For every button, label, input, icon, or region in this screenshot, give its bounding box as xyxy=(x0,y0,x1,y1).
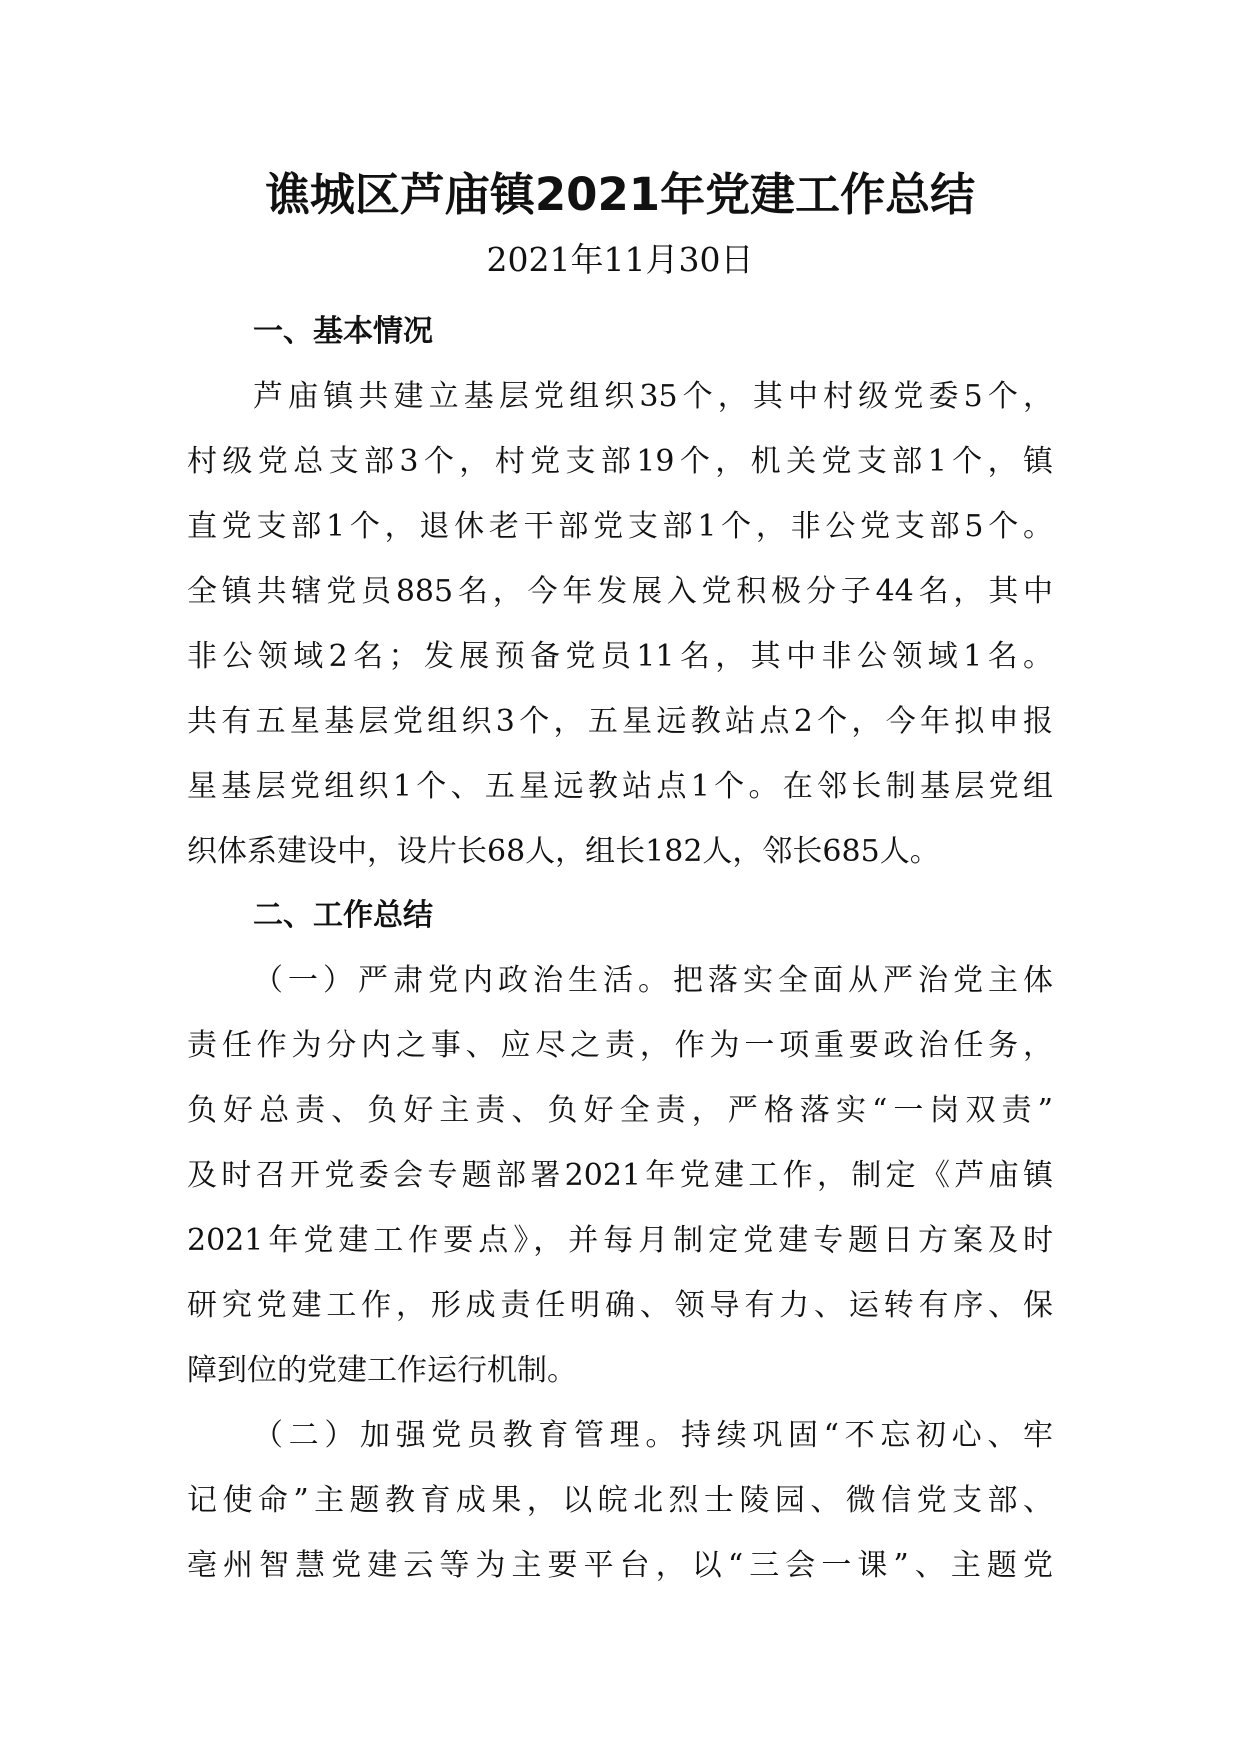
text-line: 全镇共辖党员885名，今年发展入党积极分子44名，其中 xyxy=(187,574,1053,609)
text-line: 责任作为分内之事、应尽之责，作为一项重要政治任务， xyxy=(187,1028,1053,1063)
text-line: 及时召开党委会专题部署2021年党建工作，制定《芦庙镇 xyxy=(187,1158,1053,1193)
document-date: 2021年11月30日 xyxy=(486,240,754,279)
section-heading-basic-situation: 一、基本情况 xyxy=(253,314,433,349)
paragraph-political-life xyxy=(187,948,1053,1403)
text-line: 亳州智慧党建云等为主要平台，以“三会一课”、主题党 xyxy=(187,1548,1053,1583)
section-heading-work-summary: 二、工作总结 xyxy=(253,898,433,933)
text-line: 负好总责、负好主责、负好全责，严格落实“一岗双责” xyxy=(187,1093,1053,1128)
text-line: 织体系建设中，设片长68人，组长182人，邻长685人。 xyxy=(187,834,940,869)
text-line: 记使命”主题教育成果，以皖北烈士陵园、微信党支部、 xyxy=(187,1483,1053,1518)
text-line: 芦庙镇共建立基层党组织35个，其中村级党委5个， xyxy=(253,379,1053,414)
text-line: 直党支部1个，退休老干部党支部1个，非公党支部5个。 xyxy=(187,509,1053,544)
document-body xyxy=(187,300,1053,1598)
text-line: 障到位的党建工作运行机制。 xyxy=(187,1353,577,1388)
paragraph-member-education xyxy=(187,1403,1053,1598)
text-line: 星基层党组织1个、五星远教站点1个。在邻长制基层党组 xyxy=(187,769,1053,804)
text-line: 研究党建工作，形成责任明确、领导有力、运转有序、保 xyxy=(187,1288,1053,1323)
text-line: 共有五星基层党组织3个，五星远教站点2个，今年拟申报 xyxy=(187,704,1053,739)
paragraph-basic-situation xyxy=(187,364,1053,884)
text-line: 村级党总支部3个，村党支部19个，机关党支部1个，镇 xyxy=(187,444,1053,479)
text-line: （二）加强党员教育管理。持续巩固“不忘初心、牢 xyxy=(253,1418,1053,1453)
text-line: 非公领域2名；发展预备党员11名，其中非公领域1名。 xyxy=(187,639,1053,674)
text-line: 2021年党建工作要点》，并每月制定党建专题日方案及时 xyxy=(187,1223,1053,1258)
text-line: （一）严肃党内政治生活。把落实全面从严治党主体 xyxy=(253,963,1053,998)
document-title: 谯城区芦庙镇2021年党建工作总结 xyxy=(264,168,976,221)
